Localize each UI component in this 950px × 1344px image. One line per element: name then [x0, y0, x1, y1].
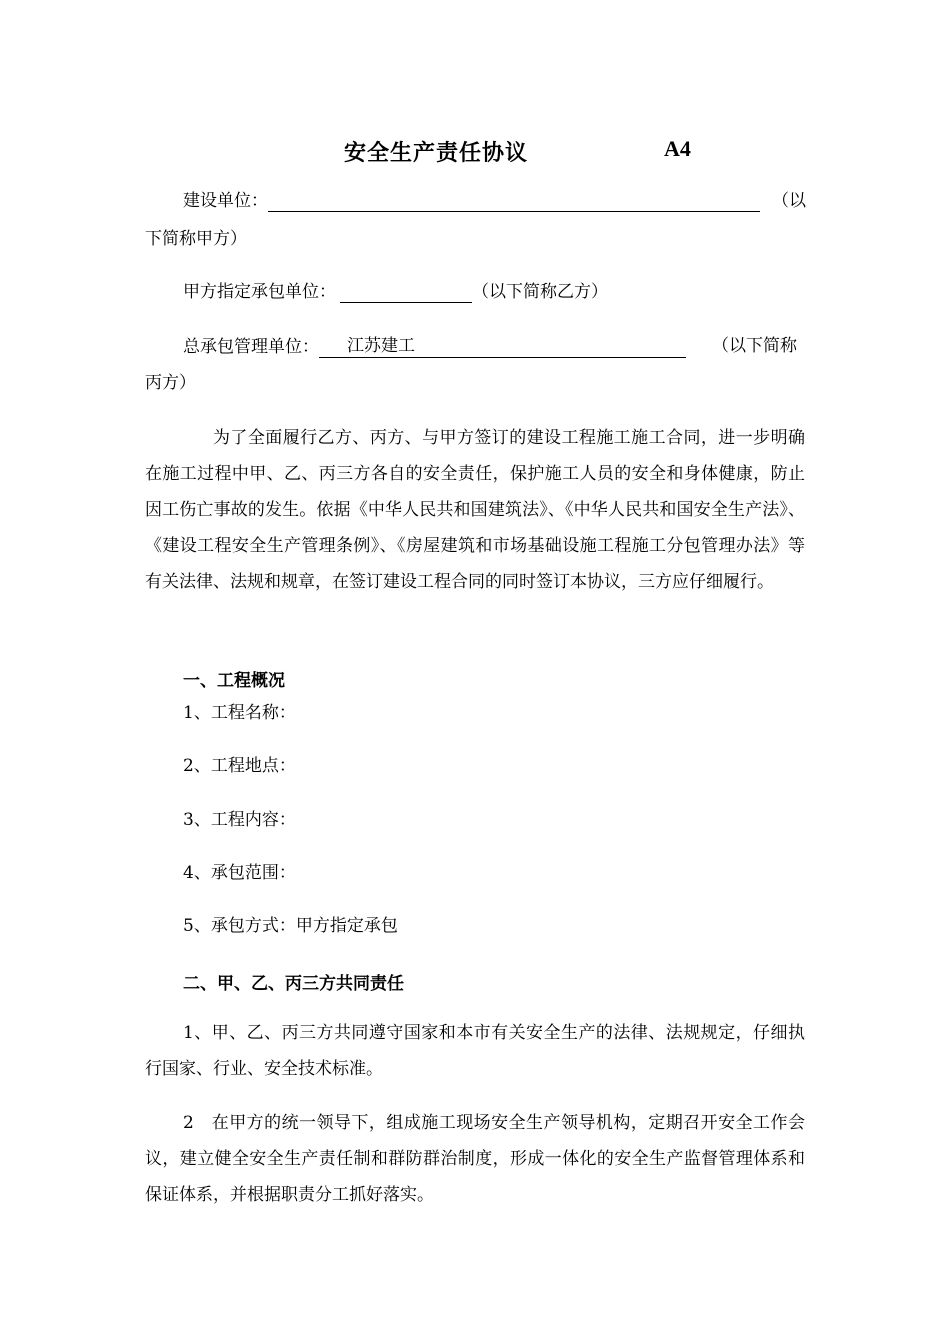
section-1-heading: 一、工程概况: [183, 671, 285, 691]
party-a-suffix: （以: [772, 191, 806, 211]
party-b-blank: [340, 284, 472, 303]
party-a-wrap: 下简称甲方）: [145, 229, 247, 249]
contract-scope-item: 4、承包范围：: [183, 863, 296, 883]
section-2-paragraph-1: 1、甲、乙、丙三方共同遵守国家和本市有关安全生产的法律、法规规定，仔细执行国家、行业、安全技术标准。: [145, 1023, 805, 1079]
project-location-item: 2、工程地点：: [183, 756, 296, 776]
intro-paragraph: 为了全面履行乙方、丙方、与甲方签订的建设工程施工施工合同，进一步明确在施工过程中甲、乙、丙三方各自的安全责任，保护施工人员的安全和身体健康，防止因工伤亡事故的发生。依据《中华人民共和国建筑法》、《中华人民共和国安全生产法》、《建设工程安全生产管理条例》、《房屋建筑和市场基础设施工程施工分包管理办法》等有关法律、法规和规章，在签订建设工程合同的同时签订本协议，三方应仔细履行。: [145, 428, 805, 592]
project-content-item: 3、工程内容：: [183, 810, 296, 830]
document-title: [0, 136, 950, 166]
party-b-label: 甲方指定承包单位：: [183, 282, 336, 302]
party-c-line: [183, 335, 686, 358]
party-c-wrap: 丙方）: [145, 373, 196, 393]
party-b-suffix: （以下简称乙方）: [472, 282, 608, 302]
party-c-suffix: （以下简称: [712, 336, 797, 356]
section-2-paragraph-2: 2 在甲方的统一领导下，组成施工现场安全生产领导机构，定期召开安全工作会议，建立健全安全生产责任制和群防群治制度，形成一体化的安全生产监督管理体系和保证体系，并根据职责分工抓好落实。: [145, 1113, 805, 1205]
party-b-line: [183, 281, 608, 303]
contract-method-item: 5、承包方式：甲方指定承包: [183, 916, 398, 936]
section-2-heading: 二、甲、乙、丙三方共同责任: [183, 974, 404, 994]
title-tag: A4: [664, 136, 691, 161]
project-name-item: 1、工程名称：: [183, 703, 296, 723]
party-c-label: 总承包管理单位：: [183, 337, 319, 357]
party-c-value: 江苏建工: [319, 335, 686, 358]
party-a-label: 建设单位：: [183, 191, 268, 211]
party-a-line: [183, 190, 760, 212]
party-a-blank: [268, 193, 760, 212]
title-main: 安全生产责任协议: [344, 140, 529, 166]
